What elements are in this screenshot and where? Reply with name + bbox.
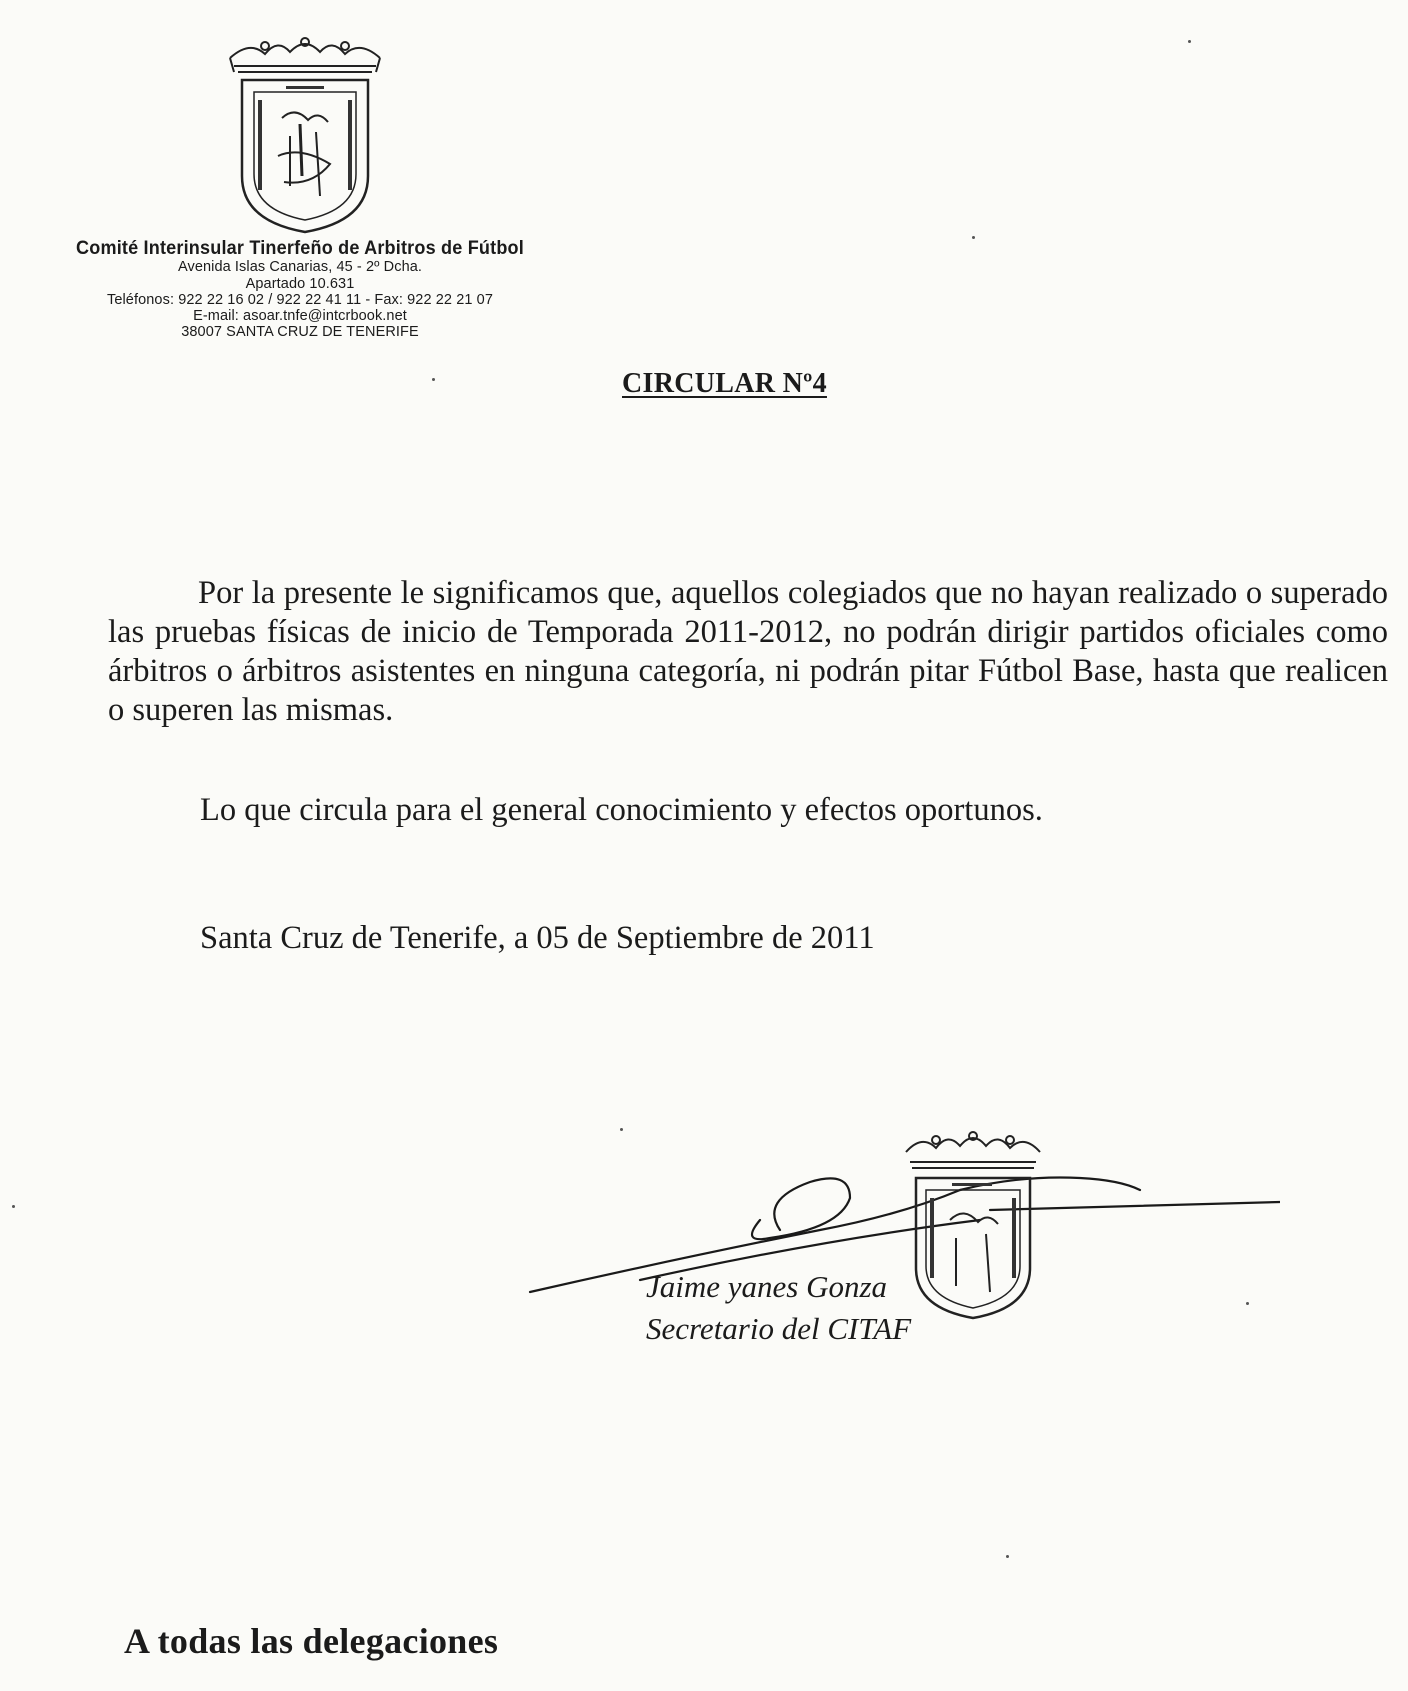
scan-speck: [1188, 40, 1191, 43]
address-line: Avenida Islas Canarias, 45 - 2º Dcha.: [177, 259, 423, 276]
body-paragraph: Por la presente le significamos que, aquellos colegiados que no hayan realizado o superado las pruebas físicas de inicio de Temporada 2011-2012, no podrán dirigir partidos oficiales como árbitros o árbitros asistentes en ninguna categoría, ni podrán pitar Fútbol Base, hasta que realicen o superen las mismas.: [108, 575, 1388, 728]
coat-of-arms-icon: [220, 36, 390, 236]
scan-speck: [620, 1128, 623, 1131]
scan-speck: [1246, 1302, 1249, 1305]
signer-position: Secretario del CITAF: [646, 1311, 912, 1346]
postal-line: 38007 SANTA CRUZ DE TENERIFE: [181, 324, 419, 341]
letterhead: [10, 238, 590, 340]
scan-speck: [432, 378, 435, 381]
organization-name: Comité Interinsular Tinerfeño de Arbitros de Fútbol: [76, 238, 524, 259]
closing-line: Lo que circula para el general conocimiento y efectos oportunos.: [200, 792, 1043, 828]
signature-block: [646, 1266, 911, 1350]
signer-name: Jaime yanes Gonza: [646, 1269, 888, 1304]
po-box-line: Apartado 10.631: [245, 275, 355, 292]
recipient-line: A todas las delegaciones: [124, 1621, 499, 1661]
scan-speck: [1006, 1555, 1009, 1558]
phone-line: Teléfonos: 922 22 16 02 / 922 22 41 11 - Fax: 922 22 21 07: [106, 291, 494, 308]
document-title: CIRCULAR Nº4: [622, 368, 827, 399]
scan-speck: [972, 236, 975, 239]
coat-of-arms-stamp-icon: [898, 1128, 1048, 1323]
email-line: E-mail: asoar.tnfe@intcrbook.net: [193, 307, 407, 324]
scan-speck: [12, 1205, 15, 1208]
place-date: Santa Cruz de Tenerife, a 05 de Septiembre de 2011: [200, 920, 875, 956]
